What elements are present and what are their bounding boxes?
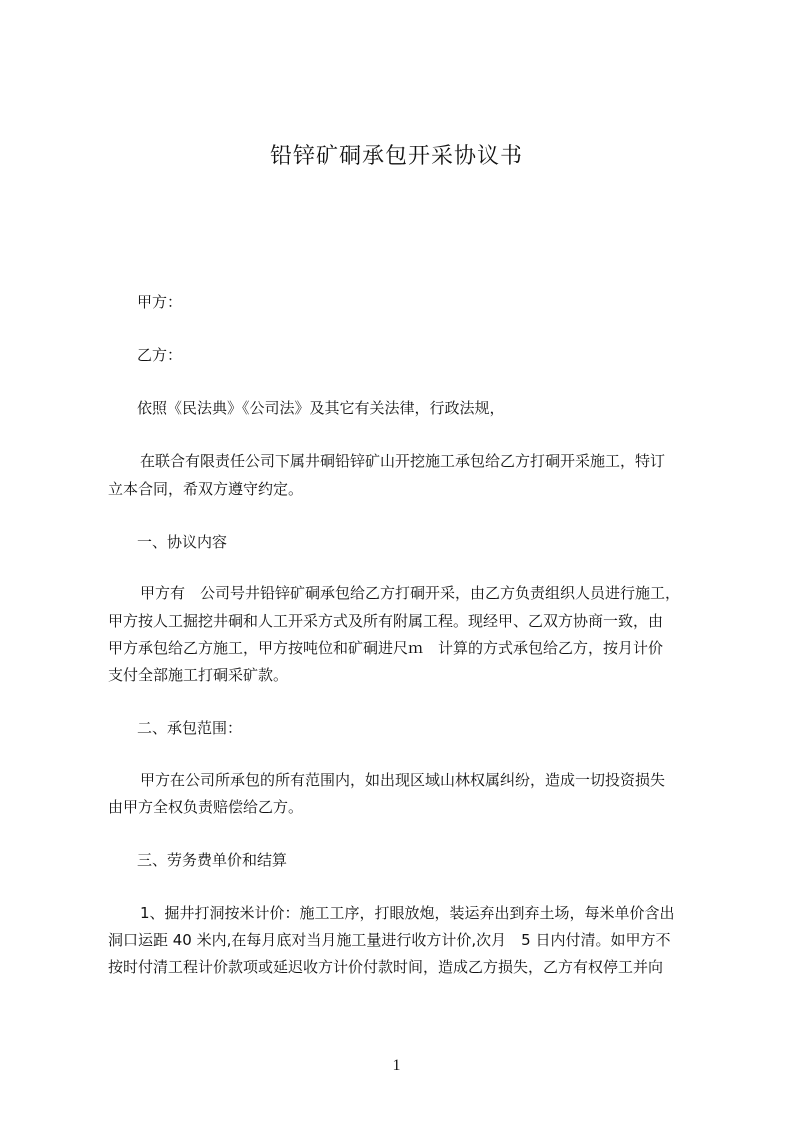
intro-line-1: 在联合有限责任公司下属井硐铅锌矿山开挖施工承包给乙方打硐开采施工，特订 (140, 452, 666, 470)
section-1-line-3: 甲方承包给乙方施工，甲方按吨位和矿硐进尺ｍ 计算的方式承包给乙方，按月计价 (108, 639, 664, 657)
section-3-line-1: 1、掘井打洞按米计价：施工工序，打眼放炮，装运弃出到弃土场，每米单价含出 (140, 904, 675, 922)
section-2-heading: 二、承包范围： (137, 719, 243, 737)
section-3-line-3: 按时付清工程计价款项或延迟收方计价付款时间，造成乙方损失，乙方有权停工并向 (108, 958, 664, 976)
intro-line-2: 立本合同，希双方遵守约定。 (108, 480, 304, 498)
section-3-line-2: 洞口运距 40 米内,在每月底对当月施工量进行收方计价,次月 5 日内付清。如甲方不 (108, 931, 671, 949)
section-1-line-2: 甲方按人工掘挖井硐和人工开采方式及所有附属工程。现经甲、乙双方协商一致，由 (108, 612, 664, 630)
page-number: 1 (392, 1057, 401, 1074)
section-2-line-2: 由甲方全权负责赔偿给乙方。 (108, 798, 304, 816)
party-a-label: 甲方： (137, 293, 183, 311)
document-title: 铅锌矿硐承包开采协议书 (269, 144, 523, 169)
section-2-line-1: 甲方在公司所承包的所有范围内，如出现区域山林权属纠纷，造成一切投资损失 (140, 771, 666, 789)
section-1-line-1: 甲方有 公司号井铅锌矿硐承包给乙方打硐开采，由乙方负责组织人员进行施工， (140, 584, 681, 602)
section-1-line-4: 支付全部施工打硐采矿款。 (108, 666, 289, 684)
legal-basis-paragraph: 依照《民法典》《公司法》及其它有关法律，行政法规， (137, 399, 505, 417)
section-3-heading: 三、劳务费单价和结算 (137, 851, 288, 869)
party-b-label: 乙方： (137, 346, 183, 364)
section-1-heading: 一、协议内容 (137, 533, 228, 551)
